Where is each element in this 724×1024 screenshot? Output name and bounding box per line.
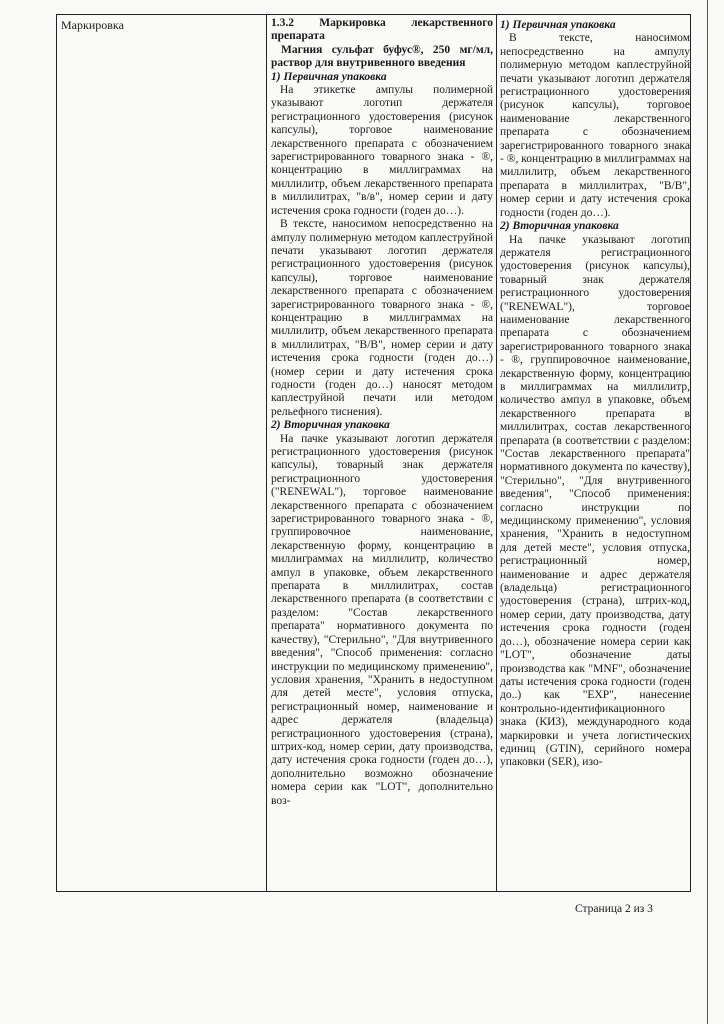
page-edge-line — [707, 0, 708, 1024]
paragraph: В тексте, наносимом непосредственно на ампулу полимерную методом каплеструйной печати указывают логотип держателя регистрационного удостоверения (рисунок капсулы), торговое наименование лекарственного препарата с обозначением зарегистрированного товарного знака - ®, концентрацию в миллиграммах на миллилитр, объем лекарственного препарата в миллилитрах, "В/В", номер серии и дату истечения срока годности (годен до…). — [500, 32, 690, 219]
secondary-heading: 2) Вторичная упаковка — [271, 419, 390, 432]
section-title: 1.3.2 Маркировка лекарственного препарата — [271, 17, 493, 43]
paragraph: На пачке указывают логотип держателя регистрационного удостоверения (рисунок капсулы), товарный знак держателя регистрационного удостоверения ("RENEWAL"), торговое наименование лекарственного препарата с обозначением зарегистрированного товарного знака - ®, группировочное наименование, лекарственную форму, концентрацию в миллиграммах на миллилитр, количество ампул в упаковке, объем лекарственного препарата в миллилитрах, состав лекарственного препарата (в соответствии с разделом: "Состав лекарственного препарата" нормативного документа по качеству), "Стерильно", "Для внутривенного введения", "Способ применения: согласно инструкции по медицинскому применению", условия хранения, "Хранить в недоступном для детей месте", условия отпуска, регистрационный номер, наименование и адрес держателя (владельца) регистрационного удостоверения (страна), штрих-код, номер серии, дату производства, дату истечения срока годности (годен до…), обозначение номера серии как "LOT", обозначение даты производства как "MNF", обозначение даты истечения срока годности (годен до..) как "EXP", нанесение контрольно-идентификационного знака (КИЗ), международного кода маркировки и учета логистических единиц (GTIN), серийного номера упаковки (SER), изо- — [500, 233, 690, 769]
column-divider — [266, 15, 267, 891]
product-title: Магния сульфат буфус®, 250 мг/мл, раствор для внутривенного введения — [271, 43, 493, 70]
paragraph: На пачке указывают логотип держателя регистрационного удостоверения (рисунок капсулы), товарный знак держателя регистрационного удостоверения ("RENEWAL"), торговое наименование лекарственного препарата с обозначением зарегистрированного товарного знака - ®, группировочное наименование, лекарственную форму, концентрацию в миллиграммах на миллилитр, количество ампул в упаковке, объем лекарственного препарата в миллилитрах, состав лекарственного препарата (в соответствии с разделом: "Состав лекарственного препарата" нормативного документа по качеству), "Стерильно", "Для внутривенного введения", "Способ применения: согласно инструкции по медицинскому применению", условия хранения, "Хранить в недоступном для детей месте", условия отпуска, регистрационный номер, наименование и адрес держателя (владельца) регистрационного удостоверения (страна), штрих-код, номер серии, дату производства, дату истечения срока годности (годен до…), дополнительно возможно обозначение номера серии как "LOT", дополнительно воз- — [271, 432, 493, 807]
middle-column — [271, 15, 493, 891]
secondary-heading: 2) Вторичная упаковка — [500, 220, 619, 233]
right-column — [500, 15, 690, 891]
label-column — [57, 15, 266, 891]
row-label: Маркировка — [61, 18, 124, 32]
marking-table — [56, 14, 691, 892]
primary-heading: 1) Первичная упаковка — [500, 19, 616, 31]
primary-heading: 1) Первичная упаковка — [271, 70, 387, 83]
page-number: Страница 2 из 3 — [575, 903, 653, 915]
column-divider — [496, 15, 497, 891]
paragraph: В тексте, наносимом непосредственно на ампулу полимерную методом каплеструйной печати указывают логотип держателя регистрационного удостоверения (рисунок капсулы), торговое наименование лекарственного препарата с обозначением зарегистрированного товарного знака - ®, концентрацию в миллиграммах на миллилитр, объем лекарственного препарата в миллилитрах, "В/В", номер серии и дату истечения срока годности (годен до…) (номер серии и дату истечения срока годности (годен до…) наносят методом каплеструйной печати или методом рельефного тиснения). — [271, 218, 493, 418]
paragraph: На этикетке ампулы полимерной указывают логотип держателя регистрационного удостоверения (рисунок капсулы), торговое наименование лекарственного препарата с обозначением зарегистрированного товарного знака - ®, концентрацию в миллиграммах на миллилитр, объем лекарственного препарата в миллилитрах, "в/в", номер серии и дату истечения срока годности (годен до…). — [271, 84, 493, 217]
